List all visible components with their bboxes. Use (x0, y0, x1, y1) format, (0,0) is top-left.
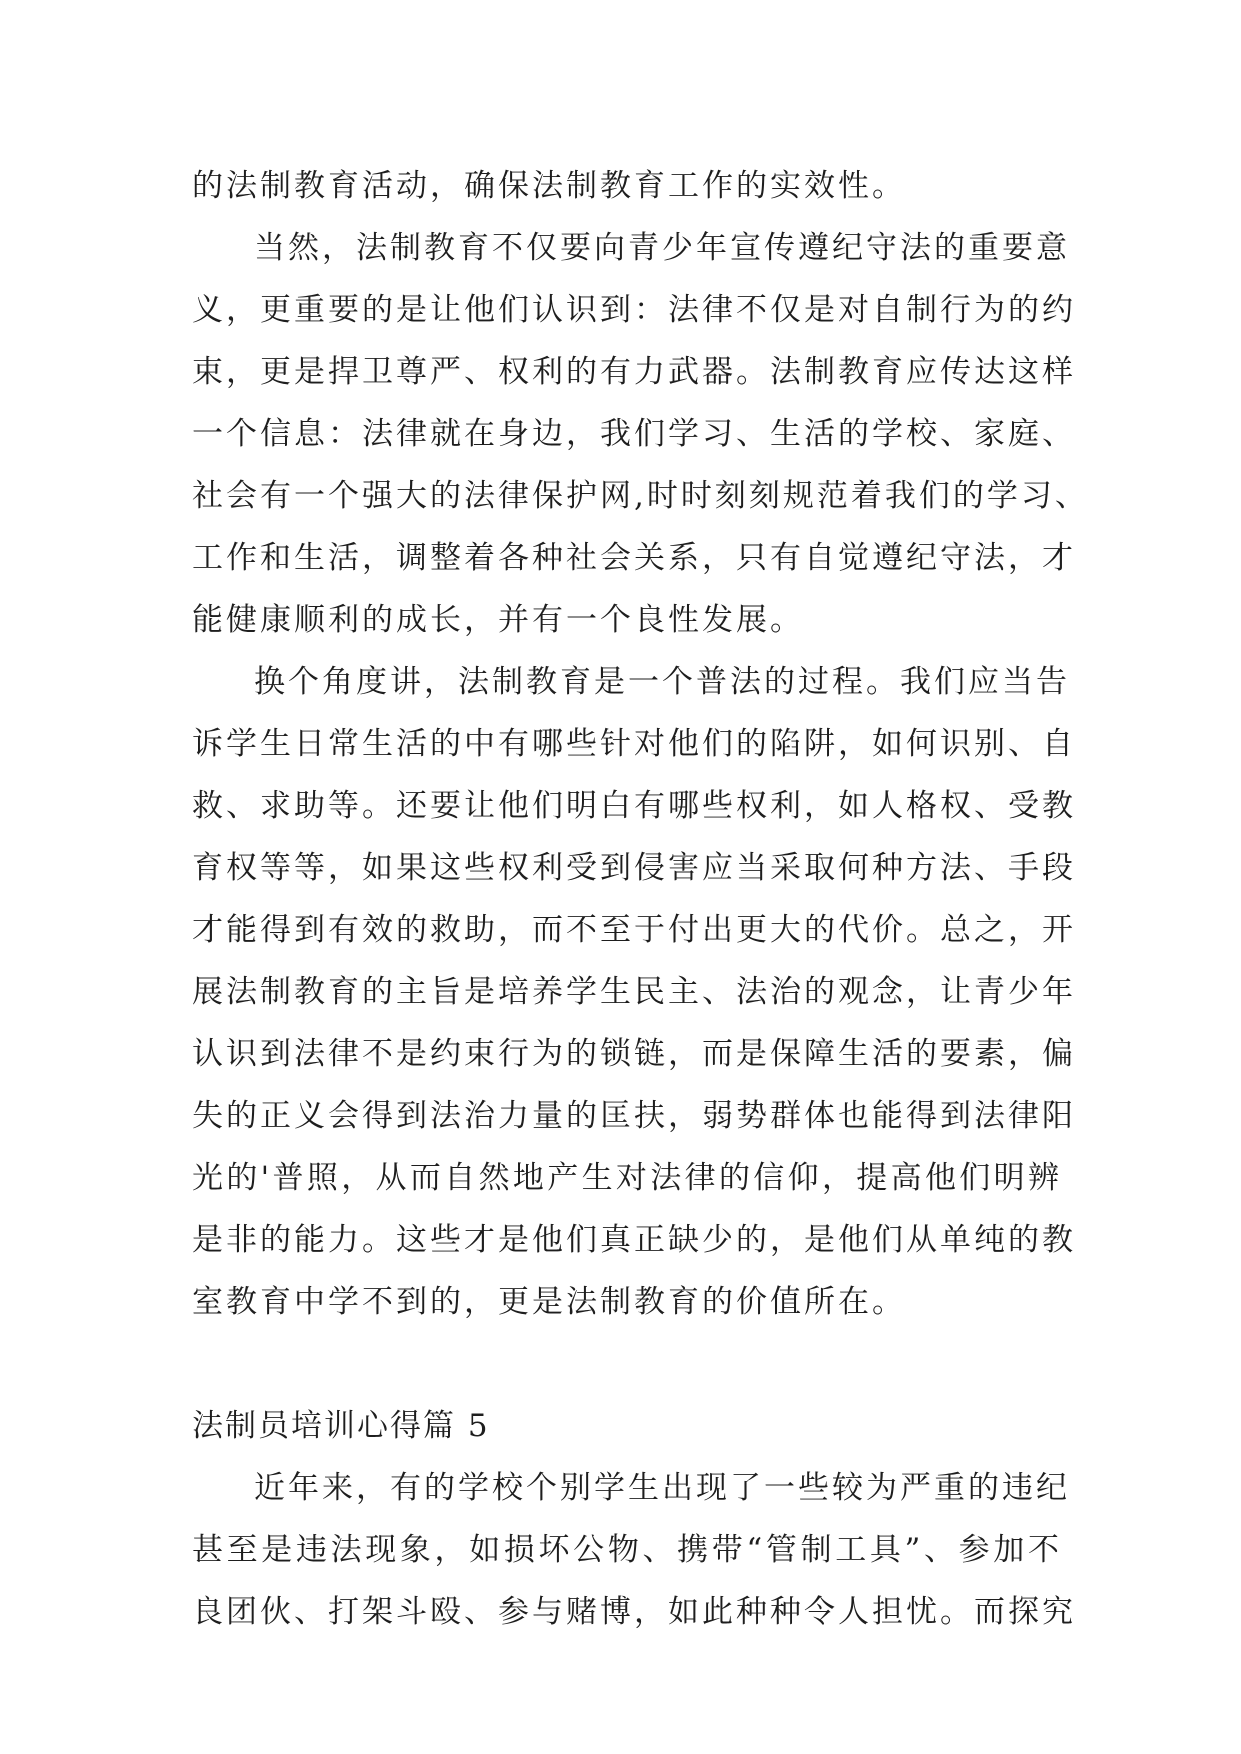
text-line: 的法制教育活动，确保法制教育工作的实效性。 (192, 168, 906, 204)
text-line: 是非的能力。这些才是他们真正缺少的，是他们从单纯的教 (192, 1222, 1076, 1258)
text-line: 育权等等，如果这些权利受到侵害应当采取何种方法、手段 (192, 850, 1076, 886)
text-line: 工作和生活，调整着各种社会关系，只有自觉遵纪守法，才 (192, 540, 1076, 576)
text-line: 认识到法律不是约束行为的锁链，而是保障生活的要素，偏 (192, 1036, 1076, 1072)
paragraph-first-line: 换个角度讲，法制教育是一个普法的过程。我们应当告 (254, 664, 1070, 700)
paragraph-first-line: 当然，法制教育不仅要向青少年宣传遵纪守法的重要意 (254, 230, 1070, 266)
text-line: 光的'普照，从而自然地产生对法律的信仰，提高他们明辨 (192, 1160, 1062, 1196)
text-line: 诉学生日常生活的中有哪些针对他们的陷阱，如何识别、自 (192, 726, 1076, 762)
text-line: 才能得到有效的救助，而不至于付出更大的代价。总之，开 (192, 912, 1076, 948)
text-line: 救、求助等。还要让他们明白有哪些权利，如人格权、受教 (192, 788, 1076, 824)
text-line: 失的正义会得到法治力量的匡扶，弱势群体也能得到法律阳 (192, 1098, 1076, 1134)
text-line: 束，更是捍卫尊严、权利的有力武器。法制教育应传达这样 (192, 354, 1076, 390)
text-line: 能健康顺利的成长，并有一个良性发展。 (192, 602, 804, 638)
text-line: 展法制教育的主旨是培养学生民主、法治的观念，让青少年 (192, 974, 1076, 1010)
paragraph-first-line: 近年来，有的学校个别学生出现了一些较为严重的违纪 (254, 1470, 1070, 1506)
text-line: 甚至是违法现象，如损坏公物、携带“管制工具”、参加不 (192, 1532, 1062, 1568)
text-line: 社会有一个强大的法律保护网,时时刻刻规范着我们的学习、 (192, 478, 1089, 514)
text-line: 义，更重要的是让他们认识到：法律不仅是对自制行为的约 (192, 292, 1076, 328)
text-line: 室教育中学不到的，更是法制教育的价值所在。 (192, 1284, 906, 1320)
section-spacer (192, 1333, 1062, 1395)
text-line: 良团伙、打架斗殴、参与赌博，如此种种令人担忧。而探究 (192, 1594, 1076, 1630)
text-line: 一个信息：法律就在身边，我们学习、生活的学校、家庭、 (192, 416, 1076, 452)
section-heading: 法制员培训心得篇 5 (192, 1408, 490, 1444)
document-body (192, 155, 1089, 1643)
